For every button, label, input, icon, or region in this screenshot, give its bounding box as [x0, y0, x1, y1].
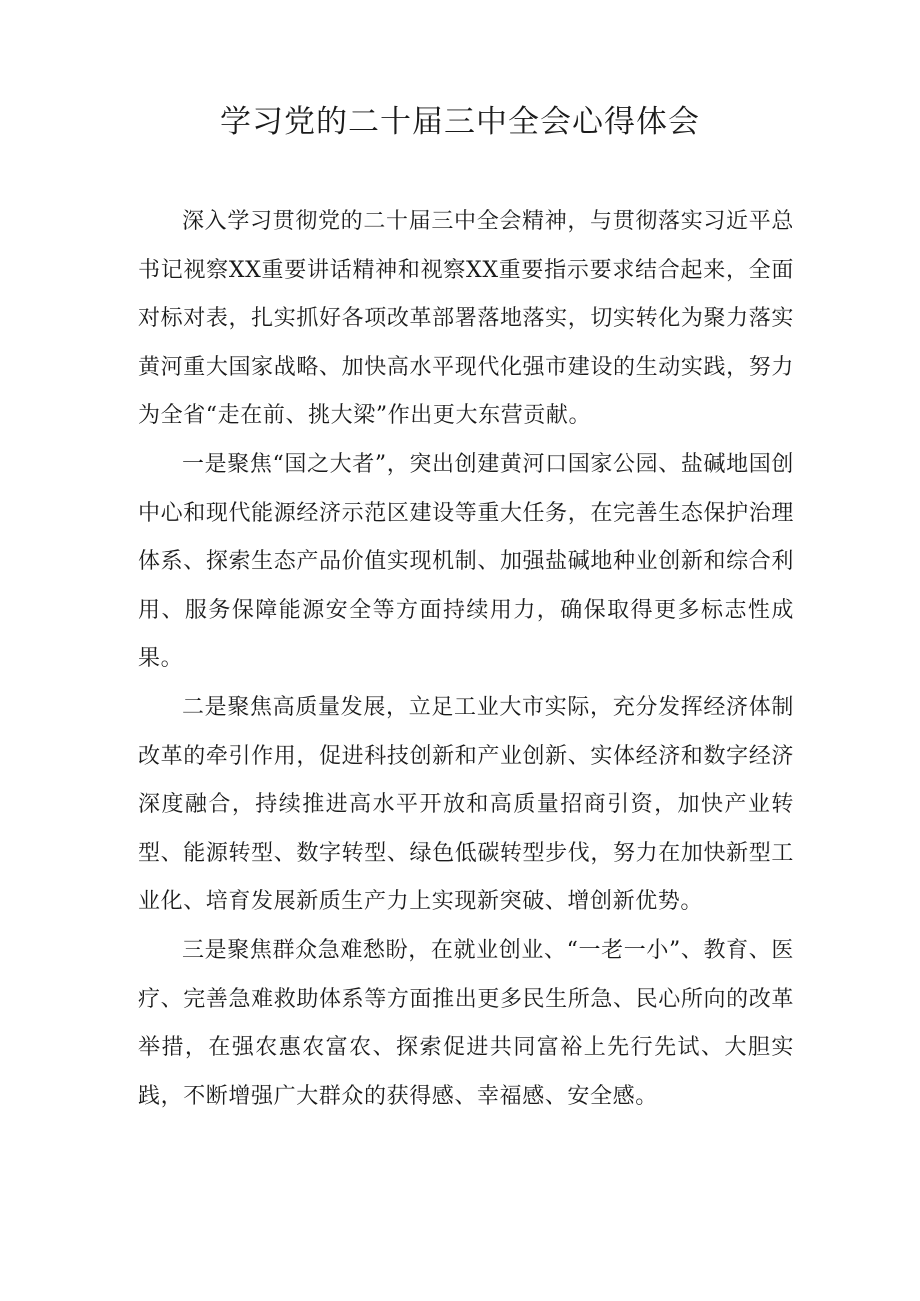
paragraph-intro: 深入学习贯彻党的二十届三中全会精神，与贯彻落实习近平总书记视察XX重要讲话精神和视察XX重要指示要求结合起来，全面对标对表，扎实抓好各项改革部署落地落实，切实转化为聚力落实黄河重大国家战略、加快高水平现代化强市建设的生动实践，努力为全省“走在前、挑大梁”作出更大东营贡献。	[138, 209, 794, 429]
document-body	[138, 198, 794, 1121]
document-title: 学习党的二十届三中全会心得体会	[220, 104, 700, 140]
paragraph-point-one: 一是聚焦“国之大者”，突出创建黄河口国家公园、盐碱地国创中心和现代能源经济示范区建设等重大任务，在完善生态保护治理体系、探索生态产品价值实现机制、加强盐碱地种业创新和综合利用、服务保障能源安全等方面持续用力，确保取得更多标志性成果。	[138, 451, 794, 672]
paragraph-point-three: 三是聚焦群众急难愁盼，在就业创业、“一老一小”、教育、医疗、完善急难救助体系等方面推出更多民生所急、民心所向的改革举措，在强农惠农富农、探索促进共同富裕上先行先试、大胆实践，不断增强广大群众的获得感、幸福感、安全感。	[138, 937, 794, 1109]
paragraph-point-two: 二是聚焦高质量发展，立足工业大市实际，充分发挥经济体制改革的牵引作用，促进科技创新和产业创新、实体经济和数字经济深度融合，持续推进高水平开放和高质量招商引资，加快产业转型、能源转型、数字转型、绿色低碳转型步伐，努力在加快新型工业化、培育发展新质生产力上实现新突破、增创新优势。	[138, 694, 794, 915]
